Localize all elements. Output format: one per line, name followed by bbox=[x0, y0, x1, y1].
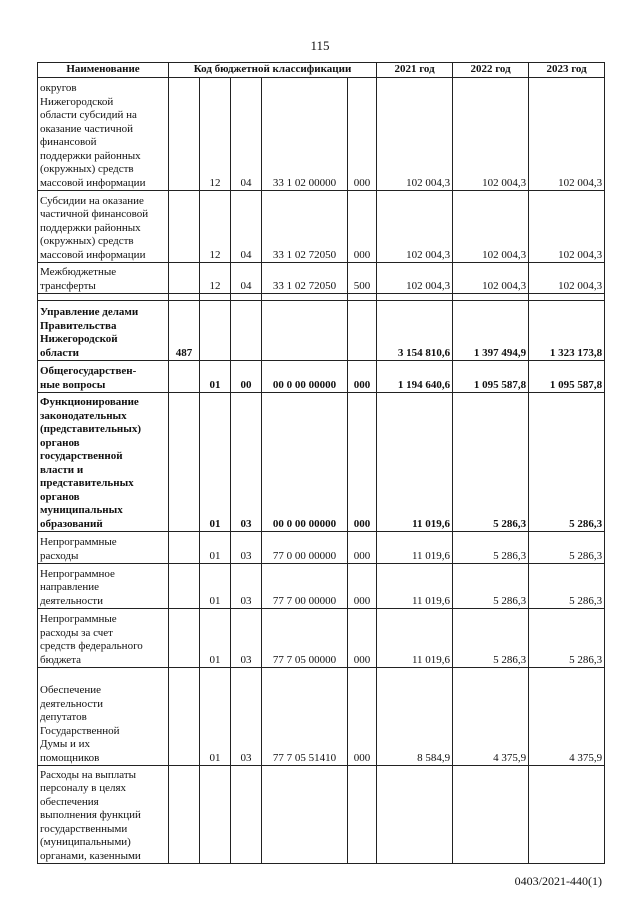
spacer-cell bbox=[169, 294, 200, 301]
cell-vr: 000 bbox=[348, 609, 377, 668]
cell-y2021: 102 004,3 bbox=[377, 191, 453, 263]
row-name-line: средств федерального bbox=[40, 640, 143, 652]
table-row bbox=[38, 532, 605, 564]
table-body bbox=[38, 78, 605, 864]
table-row bbox=[38, 668, 605, 766]
cell-y2023: 102 004,3 bbox=[529, 263, 605, 294]
row-name-line: органов bbox=[40, 436, 80, 449]
cell-csr: 77 7 00 00000 bbox=[262, 564, 348, 609]
row-name-line: Непрограммные bbox=[40, 536, 117, 548]
row-name-line: государственными bbox=[40, 822, 128, 835]
cell-y2022: 5 286,3 bbox=[453, 532, 529, 564]
cell-ved: 487 bbox=[169, 301, 200, 361]
row-name bbox=[38, 564, 169, 609]
row-name-line: Субсидии на оказание bbox=[40, 194, 144, 207]
cell-rz: 01 bbox=[200, 393, 231, 532]
cell-y2021: 3 154 810,6 bbox=[377, 301, 453, 361]
cell-y2022: 1 397 494,9 bbox=[453, 301, 529, 361]
row-name bbox=[38, 78, 169, 191]
cell-ved bbox=[169, 532, 200, 564]
cell-y2023: 5 286,3 bbox=[529, 532, 605, 564]
cell-vr: 000 bbox=[348, 361, 377, 393]
cell-pr: 04 bbox=[231, 263, 262, 294]
row-name bbox=[38, 609, 169, 668]
row-name-line: деятельности bbox=[40, 697, 103, 710]
cell-y2023: 102 004,3 bbox=[529, 78, 605, 191]
cell-y2022 bbox=[453, 766, 529, 864]
row-name-line: Функционирование bbox=[40, 396, 139, 408]
header-code: Код бюджетной классификации bbox=[169, 63, 377, 78]
row-name-line: законодательных bbox=[40, 409, 127, 422]
header-name: Наименование bbox=[38, 63, 169, 78]
cell-vr: 000 bbox=[348, 393, 377, 532]
spacer-row bbox=[38, 294, 605, 301]
cell-rz bbox=[200, 766, 231, 864]
budget-table bbox=[37, 62, 605, 864]
spacer-cell bbox=[231, 294, 262, 301]
row-name-line: оказание частичной bbox=[40, 122, 133, 135]
cell-csr: 77 0 00 00000 bbox=[262, 532, 348, 564]
row-name-line: (окружных) средств bbox=[40, 163, 134, 175]
cell-pr bbox=[231, 301, 262, 361]
table-row bbox=[38, 766, 605, 864]
cell-vr bbox=[348, 766, 377, 864]
header-2021: 2021 год bbox=[377, 63, 453, 78]
table-row bbox=[38, 301, 605, 361]
row-name bbox=[38, 393, 169, 532]
cell-y2021 bbox=[377, 766, 453, 864]
cell-csr: 00 0 00 00000 bbox=[262, 361, 348, 393]
row-name-line: (окружных) средств bbox=[40, 235, 134, 247]
row-name-line: поддержки районных bbox=[40, 221, 141, 234]
row-name-line: представительных bbox=[40, 477, 134, 489]
spacer-cell bbox=[453, 294, 529, 301]
spacer-cell bbox=[38, 294, 169, 301]
cell-ved bbox=[169, 564, 200, 609]
row-name-line: (представительных) bbox=[40, 423, 141, 435]
row-name-line: помощников bbox=[40, 751, 100, 764]
row-name-line: Нижегородской bbox=[40, 333, 118, 345]
cell-y2021: 8 584,9 bbox=[377, 668, 453, 766]
cell-pr: 03 bbox=[231, 609, 262, 668]
cell-pr: 00 bbox=[231, 361, 262, 393]
cell-ved bbox=[169, 668, 200, 766]
cell-y2023: 4 375,9 bbox=[529, 668, 605, 766]
row-name-line: расходы за счет bbox=[40, 626, 113, 639]
row-name-line: Государственной bbox=[40, 724, 120, 737]
row-name-line: Управление делами bbox=[40, 306, 139, 318]
row-name-line: Нижегородской bbox=[40, 95, 114, 108]
header-2023: 2023 год bbox=[529, 63, 605, 78]
page-number: 115 bbox=[310, 38, 330, 53]
cell-y2022: 5 286,3 bbox=[453, 564, 529, 609]
cell-ved bbox=[169, 393, 200, 532]
row-name-line: депутатов bbox=[40, 711, 87, 723]
spacer-cell bbox=[262, 294, 348, 301]
row-name-line: муниципальных bbox=[40, 504, 123, 516]
cell-y2023: 102 004,3 bbox=[529, 191, 605, 263]
row-name-line: частичной финансовой bbox=[40, 208, 149, 220]
cell-rz: 01 bbox=[200, 532, 231, 564]
cell-y2022: 102 004,3 bbox=[453, 78, 529, 191]
cell-vr bbox=[348, 301, 377, 361]
cell-y2021: 102 004,3 bbox=[377, 78, 453, 191]
row-name-line: Думы и их bbox=[40, 738, 90, 750]
cell-y2023: 5 286,3 bbox=[529, 564, 605, 609]
row-name-line: трансферты bbox=[40, 279, 96, 292]
table-row bbox=[38, 78, 605, 191]
row-name-line: Общегосударствен- bbox=[40, 365, 137, 377]
cell-y2022: 4 375,9 bbox=[453, 668, 529, 766]
cell-csr: 77 7 05 00000 bbox=[262, 609, 348, 668]
cell-ved bbox=[169, 361, 200, 393]
row-name-line: массовой информации bbox=[40, 176, 146, 189]
table-row bbox=[38, 191, 605, 263]
spacer-cell bbox=[377, 294, 453, 301]
cell-csr: 77 7 05 51410 bbox=[262, 668, 348, 766]
document-code: 0403/2021-440(1) bbox=[514, 874, 602, 888]
row-name-line: Расходы на выплаты bbox=[40, 768, 137, 781]
row-name bbox=[38, 263, 169, 294]
cell-ved bbox=[169, 609, 200, 668]
cell-pr bbox=[231, 766, 262, 864]
cell-y2021: 11 019,6 bbox=[377, 393, 453, 532]
row-name-line: образований bbox=[40, 517, 103, 530]
spacer-cell bbox=[200, 294, 231, 301]
cell-rz: 12 bbox=[200, 78, 231, 191]
cell-y2023: 1 095 587,8 bbox=[529, 361, 605, 393]
cell-csr bbox=[262, 766, 348, 864]
spacer-cell bbox=[348, 294, 377, 301]
row-name-line: области bbox=[40, 346, 80, 359]
cell-rz: 01 bbox=[200, 668, 231, 766]
cell-y2022: 5 286,3 bbox=[453, 609, 529, 668]
cell-y2021: 102 004,3 bbox=[377, 263, 453, 294]
row-name-line: выполнения функций bbox=[40, 809, 141, 821]
table-header-row bbox=[38, 63, 605, 78]
row-name-line: персоналу в целях bbox=[40, 782, 127, 794]
cell-pr: 03 bbox=[231, 393, 262, 532]
spacer-cell bbox=[529, 294, 605, 301]
cell-y2021: 1 194 640,6 bbox=[377, 361, 453, 393]
cell-y2023 bbox=[529, 766, 605, 864]
cell-pr: 04 bbox=[231, 191, 262, 263]
cell-vr: 000 bbox=[348, 564, 377, 609]
cell-y2022: 1 095 587,8 bbox=[453, 361, 529, 393]
row-name-line: (муниципальными) bbox=[40, 836, 131, 848]
row-name-line: Непрограммные bbox=[40, 613, 117, 625]
cell-vr: 000 bbox=[348, 78, 377, 191]
cell-rz: 12 bbox=[200, 263, 231, 294]
row-name-line: бюджета bbox=[40, 653, 82, 666]
row-name-line: массовой информации bbox=[40, 248, 146, 261]
cell-y2022: 102 004,3 bbox=[453, 191, 529, 263]
row-name-line: расходы bbox=[40, 549, 79, 562]
row-name-line: Непрограммное bbox=[40, 567, 115, 580]
cell-csr bbox=[262, 301, 348, 361]
row-name-line: органами, казенными bbox=[40, 849, 141, 862]
cell-vr: 000 bbox=[348, 668, 377, 766]
cell-rz: 12 bbox=[200, 191, 231, 263]
row-name-line: направление bbox=[40, 581, 99, 593]
cell-y2021: 11 019,6 bbox=[377, 609, 453, 668]
table-row bbox=[38, 609, 605, 668]
cell-ved bbox=[169, 263, 200, 294]
table-row bbox=[38, 263, 605, 294]
cell-y2023: 5 286,3 bbox=[529, 609, 605, 668]
cell-y2021: 11 019,6 bbox=[377, 532, 453, 564]
row-name-line: Правительства bbox=[40, 319, 117, 332]
row-name bbox=[38, 668, 169, 766]
cell-csr: 33 1 02 72050 bbox=[262, 191, 348, 263]
row-name-line: ные вопросы bbox=[40, 378, 106, 391]
row-name bbox=[38, 532, 169, 564]
row-name-line: округов bbox=[40, 82, 77, 94]
cell-rz: 01 bbox=[200, 564, 231, 609]
row-name-line: Межбюджетные bbox=[40, 266, 117, 278]
cell-y2021: 11 019,6 bbox=[377, 564, 453, 609]
cell-y2023: 5 286,3 bbox=[529, 393, 605, 532]
row-name-line: органов bbox=[40, 490, 80, 503]
cell-ved bbox=[169, 191, 200, 263]
header-2022: 2022 год bbox=[453, 63, 529, 78]
table-row bbox=[38, 361, 605, 393]
row-name-line: области субсидий на bbox=[40, 109, 137, 121]
row-name-line: обеспечения bbox=[40, 795, 99, 808]
row-name bbox=[38, 301, 169, 361]
cell-ved bbox=[169, 78, 200, 191]
cell-csr: 33 1 02 00000 bbox=[262, 78, 348, 191]
cell-y2023: 1 323 173,8 bbox=[529, 301, 605, 361]
table-row bbox=[38, 564, 605, 609]
cell-pr: 03 bbox=[231, 532, 262, 564]
cell-rz: 01 bbox=[200, 361, 231, 393]
row-name-line: власти и bbox=[40, 463, 84, 476]
row-name-line: государственной bbox=[40, 450, 123, 462]
cell-csr: 00 0 00 00000 bbox=[262, 393, 348, 532]
cell-vr: 000 bbox=[348, 532, 377, 564]
row-name-line: поддержки районных bbox=[40, 149, 141, 162]
cell-vr: 000 bbox=[348, 191, 377, 263]
cell-ved bbox=[169, 766, 200, 864]
row-name-line: Обеспечение bbox=[40, 684, 101, 696]
row-name-line: деятельности bbox=[40, 594, 103, 607]
cell-pr: 03 bbox=[231, 564, 262, 609]
cell-y2022: 5 286,3 bbox=[453, 393, 529, 532]
row-name bbox=[38, 766, 169, 864]
row-name bbox=[38, 361, 169, 393]
row-name-line: финансовой bbox=[40, 136, 97, 148]
cell-rz bbox=[200, 301, 231, 361]
cell-rz: 01 bbox=[200, 609, 231, 668]
table-row bbox=[38, 393, 605, 532]
row-name bbox=[38, 191, 169, 263]
cell-pr: 03 bbox=[231, 668, 262, 766]
cell-csr: 33 1 02 72050 bbox=[262, 263, 348, 294]
cell-y2022: 102 004,3 bbox=[453, 263, 529, 294]
cell-pr: 04 bbox=[231, 78, 262, 191]
cell-vr: 500 bbox=[348, 263, 377, 294]
